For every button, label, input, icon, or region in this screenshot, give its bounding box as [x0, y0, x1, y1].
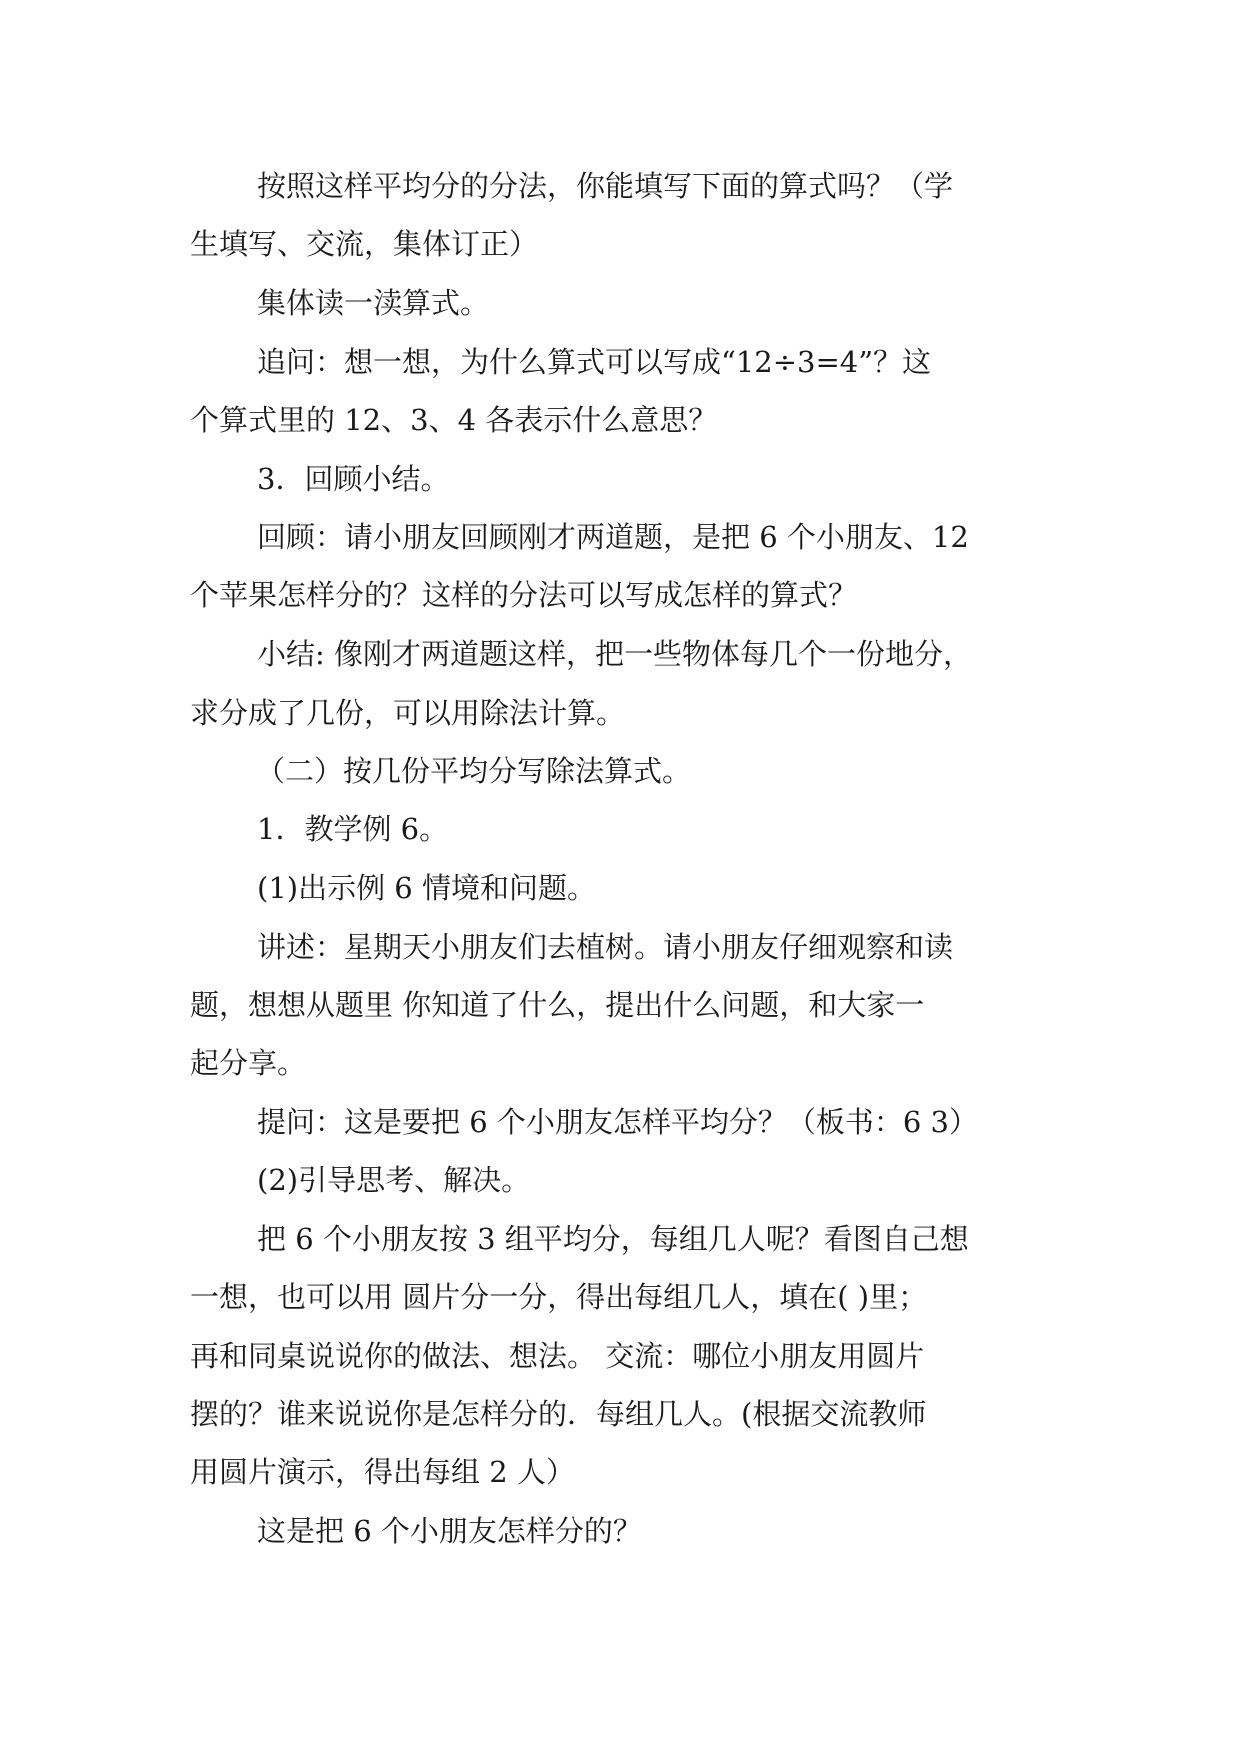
paragraph-line: 按照这样平均分的分法，你能填写下面的算式吗？（学 — [257, 169, 954, 203]
section-heading: （二）按几份平均分写除法算式。 — [256, 754, 692, 788]
paragraph-line: 起分享。 — [190, 1046, 307, 1080]
paragraph-line: 把 6 个小朋友按 3 组平均分，每组几人呢？看图自己想 — [257, 1222, 969, 1256]
paragraph-line: (1)出示例 6 情境和问题。 — [257, 871, 596, 905]
paragraph-line: 提问：这是要把 6 个小朋友怎样平均分？（板书：6 3） — [257, 1105, 979, 1139]
paragraph-line: 集体读一渎算式。 — [257, 286, 490, 320]
paragraph-line: 一想，也可以用 圆片分一分，得出每组几人，填在( )里； — [190, 1280, 928, 1314]
paragraph-line: 追问：想一想，为什么算式可以写成“12÷3=4”？这 — [257, 345, 932, 379]
paragraph-line: 这是把 6 个小朋友怎样分的？ — [257, 1514, 642, 1548]
section-heading: 3．回顾小结。 — [257, 462, 450, 496]
paragraph-line: (2)引导思考、解决。 — [257, 1163, 531, 1197]
paragraph-line: 讲述：星期天小朋友们去植树。请小朋友仔细观察和读 — [257, 930, 954, 964]
paragraph-line: 用圆片演示，得出每组 2 人） — [190, 1455, 575, 1489]
section-heading: 1．教学例 6。 — [257, 812, 449, 846]
paragraph-line: 再和同桌说说你的做法、想法。 交流：哪位小朋友用圆片 — [190, 1339, 925, 1373]
paragraph-line: 个苹果怎样分的？这样的分法可以写成怎样的算式？ — [190, 578, 858, 612]
paragraph-line: 题，想想从题里 你知道了什么，提出什么问题，和大家一 — [190, 988, 925, 1022]
paragraph-line: 个算式里的 12、3、4 各表示什么意思？ — [190, 403, 718, 437]
paragraph-line: 小结: 像刚才两道题这样，把一些物体每几个一份地分， — [257, 637, 972, 671]
paragraph-line: 生填写、交流，集体订正） — [190, 227, 539, 261]
paragraph-line: 摆的？谁来说说你是怎样分的．每组几人。(根据交流教师 — [190, 1397, 927, 1431]
paragraph-line: 求分成了几份，可以用除法计算。 — [190, 696, 626, 730]
paragraph-line: 回顾：请小朋友回顾刚才两道题，是把 6 个小朋友、12 — [257, 520, 969, 554]
